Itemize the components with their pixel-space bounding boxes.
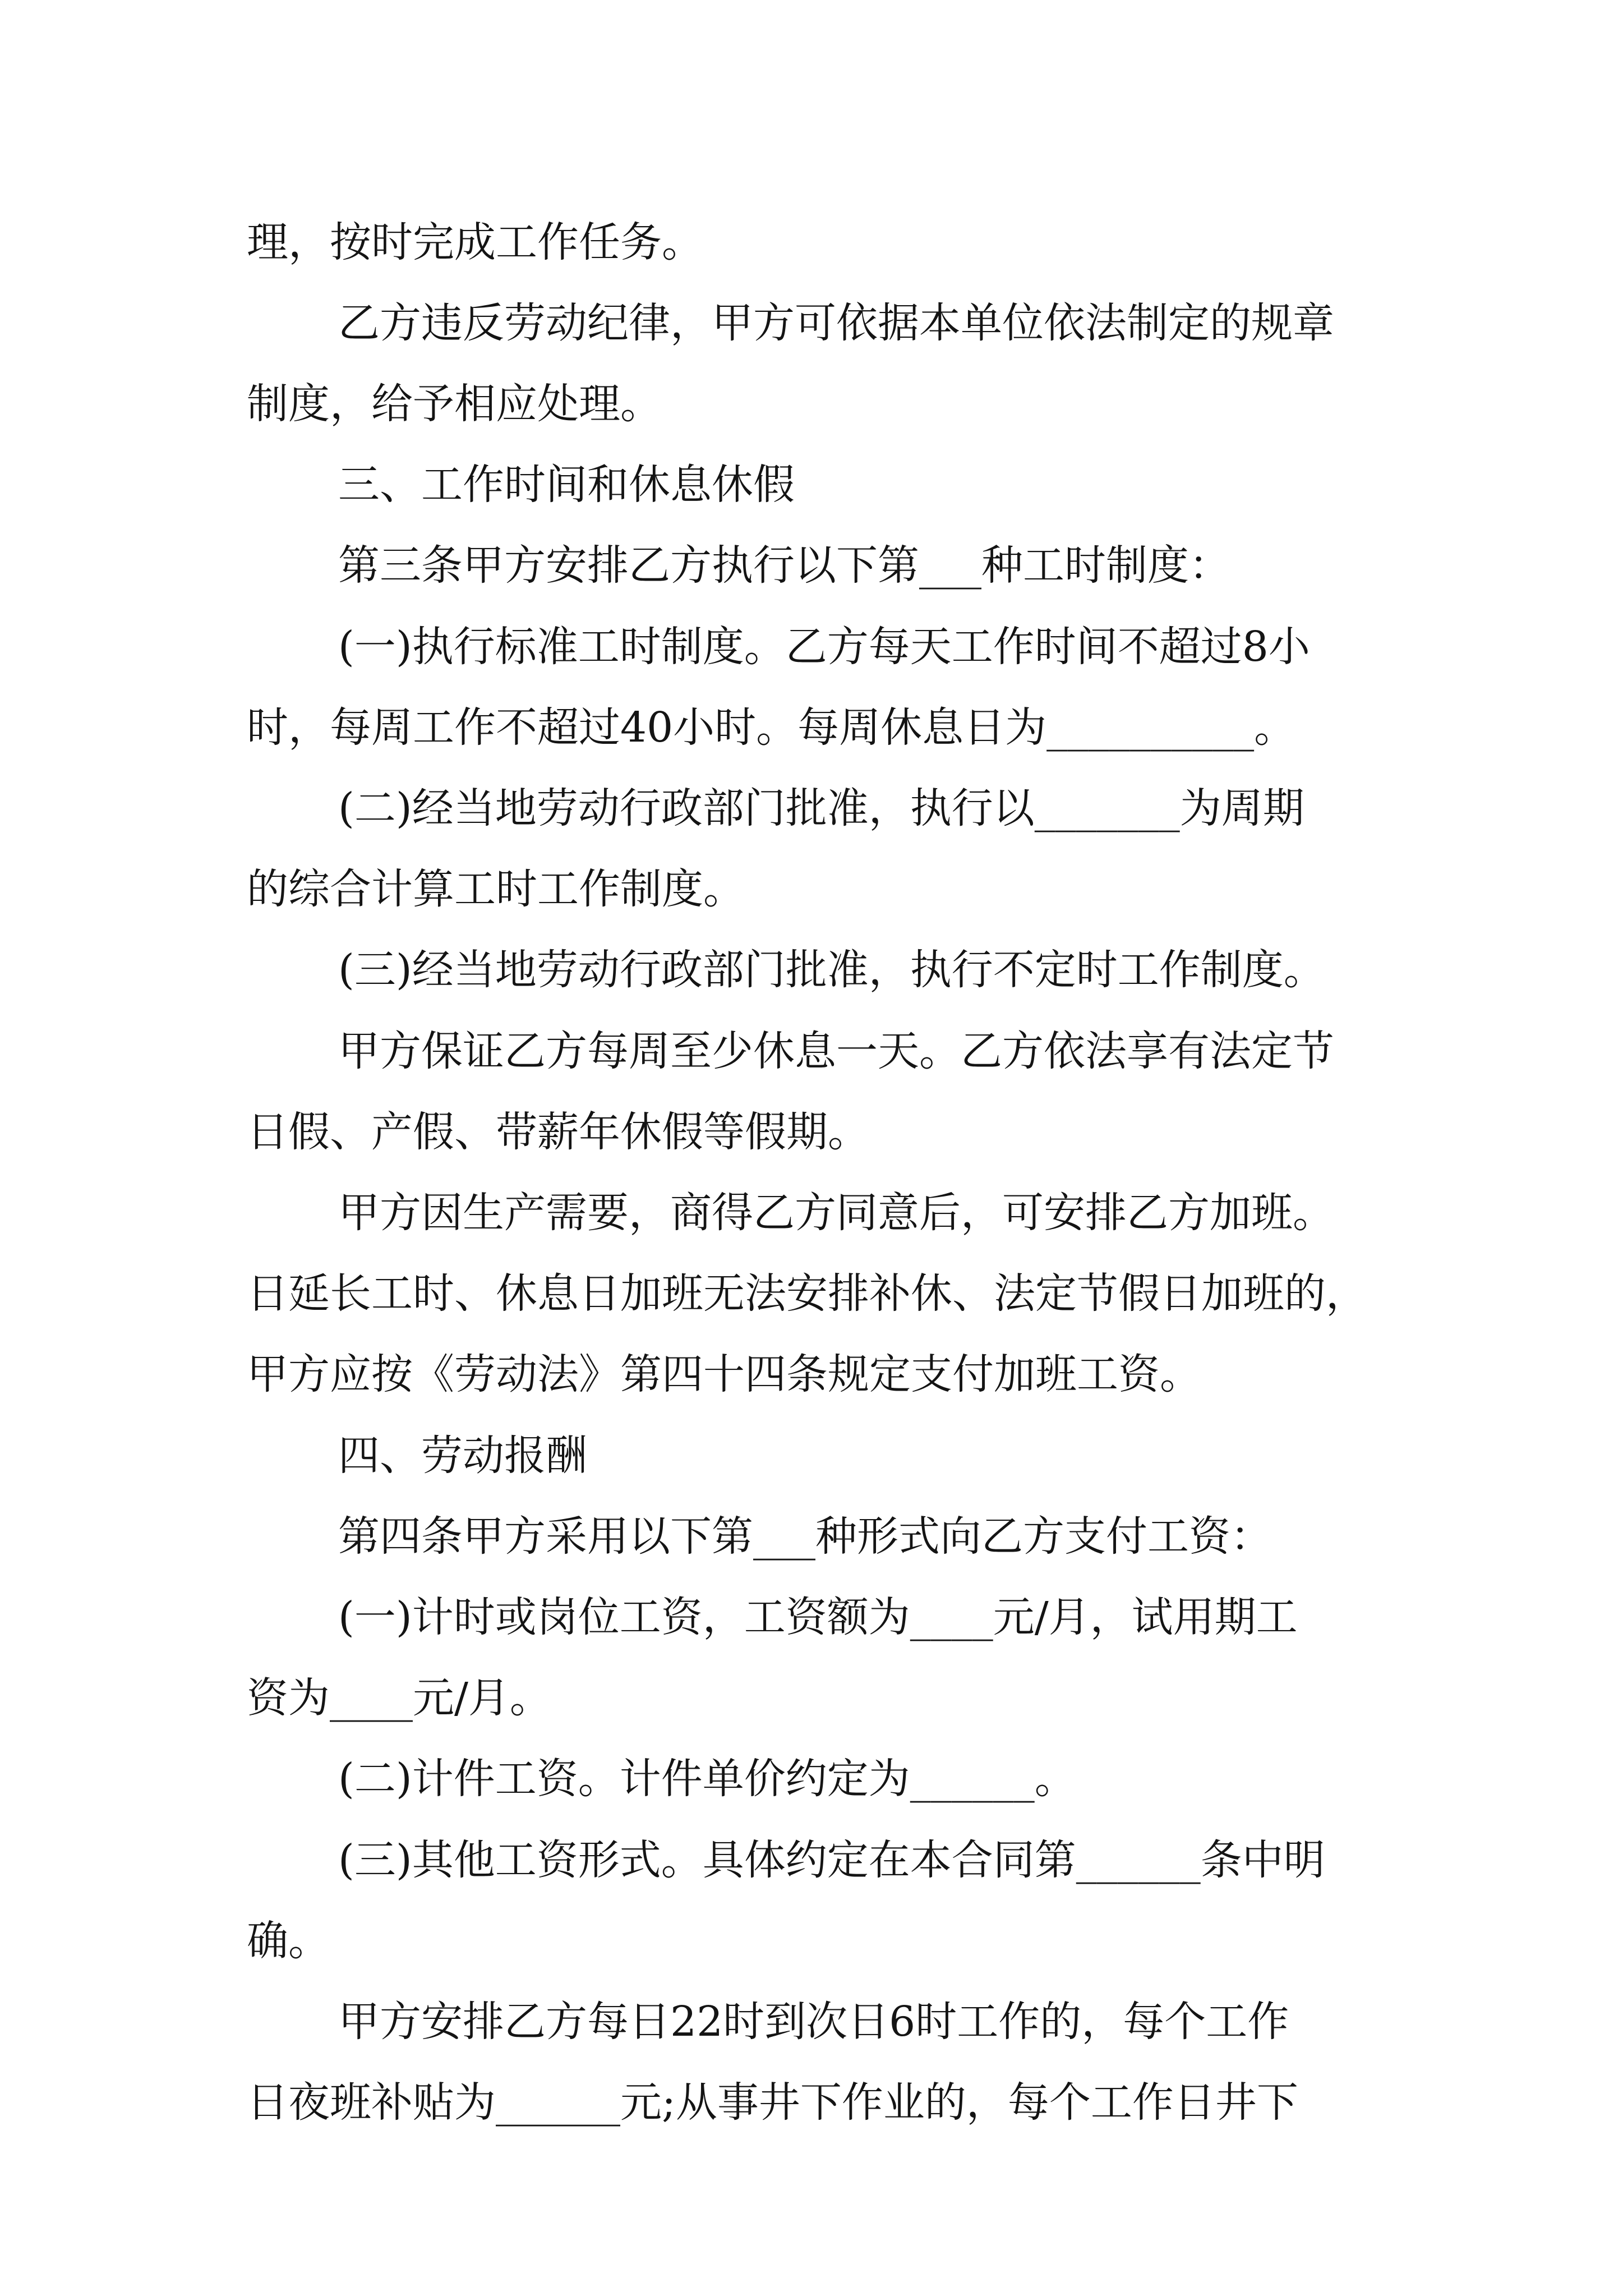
text-line: 日延长工时、休息日加班无法安排补休、法定节假日加班的， xyxy=(247,1269,1367,1318)
text-line: 资为____元/月。 xyxy=(247,1674,551,1722)
text-line: 第三条甲方安排乙方执行以下第___种工时制度： xyxy=(338,541,1230,590)
text-line: (二)计件工资。计件单价约定为______。 xyxy=(338,1755,1076,1803)
text-line: 的综合计算工时工作制度。 xyxy=(247,865,745,913)
text-line: 甲方因生产需要，商得乙方同意后，可安排乙方加班。 xyxy=(338,1189,1334,1237)
section-heading: 四、劳动报酬 xyxy=(338,1432,587,1480)
text-line: 确。 xyxy=(247,1917,330,1965)
text-line: 甲方安排乙方每日22时到次日6时工作的，每个工作 xyxy=(338,1998,1289,2046)
text-line: 甲方应按《劳动法》第四十四条规定支付加班工资。 xyxy=(247,1350,1201,1398)
text-line: 甲方保证乙方每周至少休息一天。乙方依法享有法定节 xyxy=(338,1027,1334,1075)
text-line: (二)经当地劳动行政部门批准，执行以_______为周期 xyxy=(338,784,1304,832)
text-line: 第四条甲方采用以下第___种形式向乙方支付工资： xyxy=(338,1512,1272,1561)
text-line: 日假、产假、带薪年休假等假期。 xyxy=(247,1108,869,1156)
text-line: (一)执行标准工时制度。乙方每天工作时间不超过8小 xyxy=(338,623,1310,671)
text-line: 日夜班补贴为______元;从事井下作业的，每个工作日井下 xyxy=(247,2078,1298,2127)
section-heading: 三、工作时间和休息休假 xyxy=(338,461,795,509)
text-line: (三)其他工资形式。具体约定在本合同第______条中明 xyxy=(338,1836,1325,1884)
text-line: (三)经当地劳动行政部门批准，执行不定时工作制度。 xyxy=(338,946,1325,994)
text-line: 理，按时完成工作任务。 xyxy=(247,218,703,266)
text-line: 时，每周工作不超过40小时。每周休息日为__________。 xyxy=(247,703,1296,752)
text-line: 制度，给予相应处理。 xyxy=(247,380,662,428)
text-line: 乙方违反劳动纪律，甲方可依据本单位依法制定的规章 xyxy=(338,299,1334,347)
text-line: (一)计时或岗位工资，工资额为____元/月，试用期工 xyxy=(338,1593,1298,1641)
